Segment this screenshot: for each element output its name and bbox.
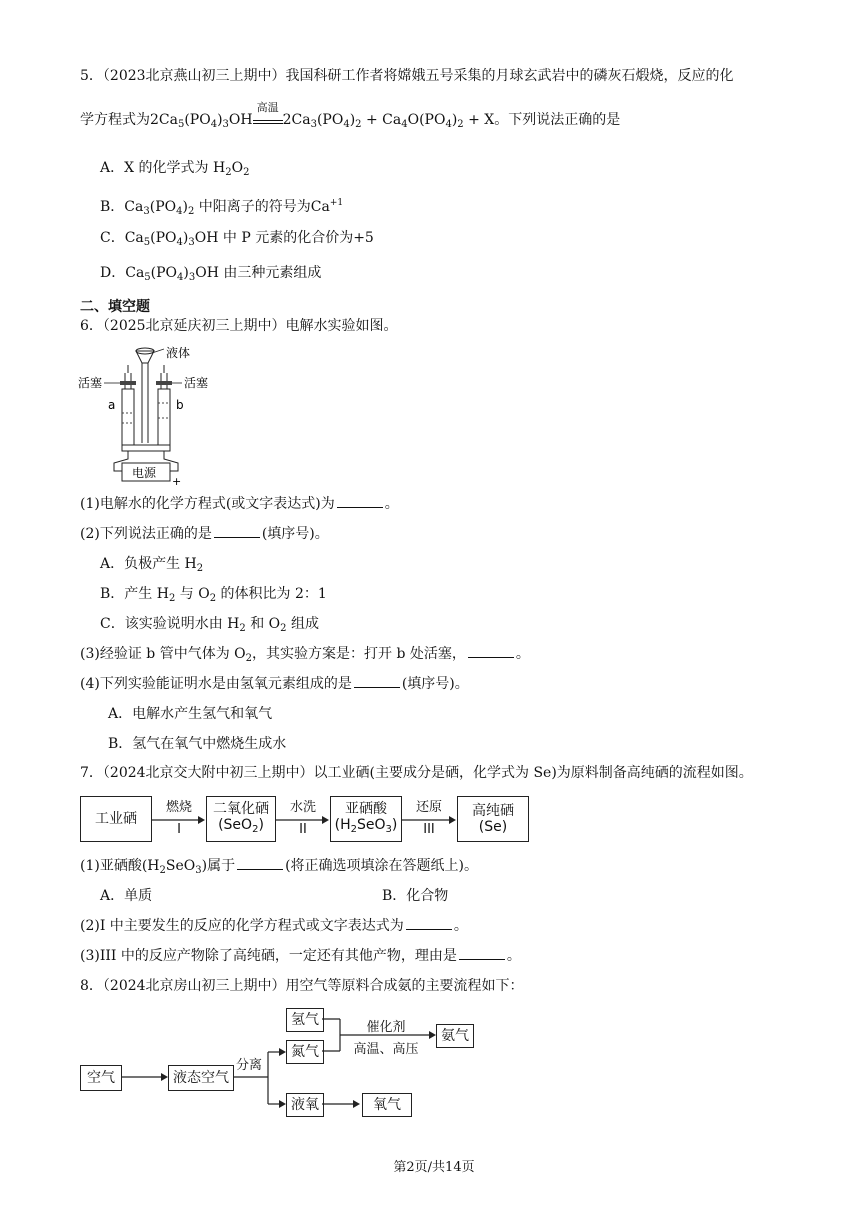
q5-stem-line1: 5．（2023北京燕山初三上期中）我国科研工作者将嫦娥五号采集的月球玄武岩中的磷灰石煅烧，反应的化	[80, 68, 734, 84]
label-liquid: 液体	[166, 346, 191, 360]
flow-hydrogen-label: 氢气	[291, 1012, 319, 1028]
q5-suffix: 。下列说法正确的是	[494, 112, 621, 128]
section-title: 二、填空题	[80, 299, 150, 315]
q5-option-c[interactable]: C．$Ca_5(PO_4)_3OH$ 中 P 元素的化合价为+5	[100, 230, 374, 248]
q5-option-a-text: A．X 的化学式为	[100, 160, 209, 176]
q6-sub3-end: 。	[515, 646, 530, 662]
q5-condition: 高温	[256, 101, 279, 114]
q6-option-c[interactable]: C．该实验说明水由 $H_2$ 和 $O_2$ 组成	[100, 616, 319, 634]
step3-label: 还原	[415, 800, 442, 815]
q5-option-c-label: C．	[100, 230, 125, 246]
step1-label: 燃烧	[165, 800, 192, 815]
q6-option-c-text2: 和 O	[245, 616, 281, 632]
q6-sub4-end: (填序号)。	[401, 676, 469, 692]
q6-option-c-text3: 组成	[286, 616, 319, 632]
label-valve-right: 活塞	[184, 376, 209, 390]
flow-box-high-purity-selenium	[457, 796, 529, 842]
q7-sub1-text1: (1)亚硒酸(H	[80, 858, 160, 874]
q5-option-b[interactable]: B．$Ca_3(PO_4)_2$ 中阳离子的符号为$Ca^{+1}$	[100, 198, 344, 217]
q5-option-b-text: 中阳离子的符号为	[198, 199, 311, 215]
q7-sub3-end: 。	[506, 948, 521, 964]
page-footer: 第2页/共14页	[393, 1160, 475, 1175]
q5-stem-line2: 学方程式为$2Ca_5(PO_4)_3OH$ 高温 $2Ca_3(PO_4)_2 + Ca_4O(PO_4)_2 + X$。下列说法正确的是	[80, 110, 620, 135]
flow-ammonia-label: 氨气	[441, 1028, 469, 1044]
label-plus: +	[172, 475, 182, 485]
q7-sub3-text: (3)III 中的反应产物除了高纯硒，一定还有其他产物，理由是	[80, 948, 457, 964]
flow-box2-line2: (SeO$_2$)	[218, 816, 264, 835]
q6-option-c-text1: C．该实验说明水由 H	[100, 616, 240, 632]
q8-title: 8．（2024北京房山初三上期中）用空气等原料合成氨的主要流程如下：	[80, 978, 524, 994]
q5-prefix: 学方程式为	[80, 112, 150, 128]
q6-sub4-option-a[interactable]: A．电解水产生氢气和氧气	[108, 706, 273, 722]
step3-number: III	[423, 822, 435, 837]
q6-sub3-blank[interactable]	[468, 645, 514, 658]
flow-condition-label: 高温、高压	[353, 1042, 419, 1057]
flow-box4-line1: 高纯硒	[472, 803, 514, 819]
q6-option-b-text3: 的体积比为 2：1	[216, 586, 327, 602]
step2-label: 水洗	[289, 800, 316, 815]
flow-box-air	[80, 1065, 122, 1091]
q7-sub1: (1)亚硒酸$(H_2SeO_3)$属于 (将正确选项填涂在答题纸上)。	[80, 858, 479, 876]
q7-sub2-text: (2)I 中主要发生的反应的化学方程式或文字表达式为	[80, 918, 404, 934]
q7-sub3	[80, 946, 521, 966]
q6-sub4-option-b[interactable]: B．氢气在氧气中燃烧生成水	[108, 736, 287, 752]
q6-sub3-text1: (3)经验证 b 管中气体为 O	[80, 646, 246, 662]
q5-option-c-text: 中 P 元素的化合价为+5	[222, 230, 374, 246]
flow-liquid-air-label: 液态空气	[173, 1070, 229, 1086]
q7-sub3-blank[interactable]	[459, 947, 505, 960]
q6-option-b-text2: 与 O	[175, 586, 210, 602]
flow-liquid-oxygen-label: 液氧	[291, 1097, 319, 1113]
q6-sub4-blank[interactable]	[354, 675, 400, 688]
q6-sub3-text2: ，其实验方案是：打开 b 处活塞，	[252, 646, 466, 662]
q6-sub1-text: (1)电解水的化学方程式(或文字表达式)为	[80, 496, 335, 512]
q7-sub2-blank[interactable]	[406, 917, 452, 930]
q6-sub2	[80, 524, 329, 544]
q7-title: 7．（2024北京交大附中初三上期中）以工业硒(主要成分是硒，化学式为 Se)为原料制备高纯硒的流程如图。	[80, 765, 753, 781]
q6-sub1-blank[interactable]	[337, 495, 383, 508]
q7-sub2-end: 。	[453, 918, 468, 934]
label-tube-a: a	[108, 398, 116, 412]
q6-sub1-end: 。	[384, 496, 399, 512]
label-tube-b: b	[176, 398, 184, 412]
q6-sub3: (3)经验证 b 管中气体为 $O_2$，其实验方案是：打开 b 处活塞， 。	[80, 646, 530, 664]
flow-box-industrial-selenium	[80, 796, 152, 842]
label-power: 电源	[132, 466, 157, 480]
flow-box3-line1: 亚硒酸	[345, 800, 387, 817]
flow-box3-line2: $(H_2SeO_3)$	[334, 816, 398, 835]
q6-option-b[interactable]: B．产生 $H_2$ 与 $O_2$ 的体积比为 2：1	[100, 586, 327, 604]
step1-number: I	[177, 822, 181, 837]
q7-sub1-text2: SeO	[165, 858, 196, 874]
q5-condition-arrow	[253, 101, 283, 124]
q5-option-d-text: 由三种元素组成	[223, 265, 322, 281]
q6-sub2-blank[interactable]	[214, 525, 260, 538]
q6-sub2-end: (填序号)。	[261, 526, 329, 542]
q6-sub4	[80, 674, 469, 694]
flow-box1-label: 工业硒	[95, 811, 137, 827]
q7-sub1-blank[interactable]	[237, 857, 283, 870]
q5-option-b-label: B．	[100, 199, 125, 215]
q6-option-b-text1: B．产生 H	[100, 586, 169, 602]
q7-option-a[interactable]: A．单质	[100, 888, 153, 904]
step2-number: II	[299, 822, 307, 837]
electrolysis-diagram	[78, 343, 218, 485]
q6-option-a[interactable]: A．负极产生 $H_2$	[100, 556, 204, 574]
q6-sub2-text: (2)下列说法正确的是	[80, 526, 212, 542]
q5-option-a[interactable]: A．X 的化学式为 $H_2O_2$	[100, 160, 250, 178]
q6-option-a-text: A．负极产生 H	[100, 556, 197, 572]
q6-sub1	[80, 494, 399, 514]
flow-nitrogen-label: 氮气	[291, 1044, 319, 1060]
flow-box4-line2: (Se)	[478, 819, 508, 835]
q6-title: 6．（2025北京延庆初三上期中）电解水实验如图。	[80, 318, 398, 334]
flow-box2-line1: 二氧化硒	[213, 800, 269, 817]
q6-sub4-text: (4)下列实验能证明水是由氢氧元素组成的是	[80, 676, 352, 692]
q7-option-b[interactable]: B．化合物	[382, 888, 449, 904]
q7-sub1-end: (将正确选项填涂在答题纸上)。	[285, 858, 479, 874]
flow-catalyst-label: 催化剂	[366, 1020, 406, 1035]
q5-option-d[interactable]: D．$Ca_5(PO_4)_3OH$ 由三种元素组成	[100, 265, 322, 283]
q7-sub1-text3: )属于	[201, 858, 236, 874]
q7-sub2	[80, 916, 468, 936]
flow-air-label: 空气	[87, 1070, 115, 1086]
flow-separate-label: 分离	[236, 1058, 263, 1073]
q5-option-d-label: D．	[100, 265, 126, 281]
label-valve-left: 活塞	[78, 376, 103, 390]
flow-oxygen-label: 氧气	[373, 1097, 401, 1113]
